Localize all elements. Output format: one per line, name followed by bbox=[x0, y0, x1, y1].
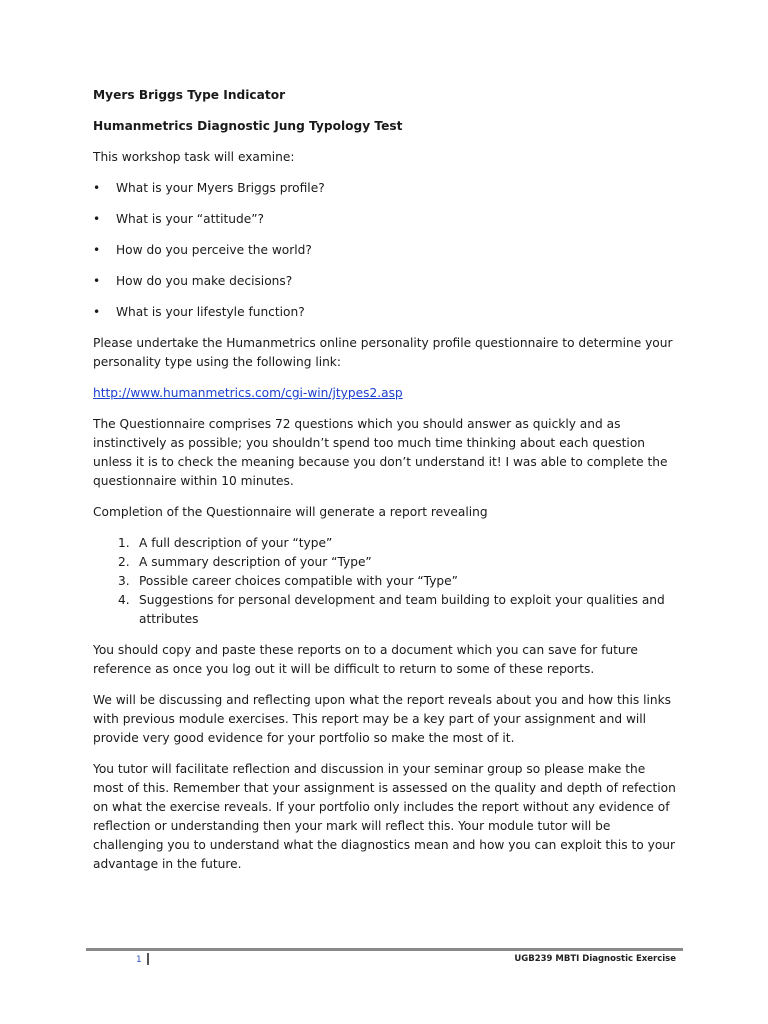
humanmetrics-link[interactable]: http://www.humanmetrics.com/cgi-win/jtypes2.asp bbox=[93, 386, 403, 400]
numbered-item bbox=[93, 534, 678, 553]
intro-text: This workshop task will examine: bbox=[93, 150, 295, 164]
discuss-paragraph: We will be discussing and reflecting upon what the report reveals about you and how this links with previous module exercises. This report may be a key part of your assignment and will provide very good evidence for your portfolio so make the most of it. bbox=[93, 693, 672, 745]
footer-separator bbox=[147, 953, 149, 965]
bullet-marker: • bbox=[93, 274, 101, 288]
bullet-text: How do you make decisions? bbox=[116, 274, 293, 288]
instruction-paragraph: Please undertake the Humanmetrics online personality profile questionnaire to determine your personality type using the following link: bbox=[93, 336, 673, 369]
bullet-text: How do you perceive the world? bbox=[116, 243, 312, 257]
bullet-item bbox=[93, 179, 678, 198]
report-intro: Completion of the Questionnaire will generate a report revealing bbox=[93, 505, 488, 519]
bullet-text: What is your “attitude”? bbox=[116, 212, 265, 226]
bullet-marker: • bbox=[93, 212, 101, 226]
item-text: A full description of your “type” bbox=[139, 536, 333, 550]
bullet-marker: • bbox=[93, 305, 101, 319]
item-number: 2. bbox=[118, 555, 130, 569]
item-number: 4. bbox=[118, 593, 130, 607]
bullet-item bbox=[93, 303, 678, 322]
item-text: A summary description of your “Type” bbox=[139, 555, 372, 569]
numbered-item bbox=[93, 553, 678, 572]
item-text: Possible career choices compatible with your “Type” bbox=[139, 574, 458, 588]
bullet-marker: • bbox=[93, 243, 101, 257]
item-text: Suggestions for personal development and team building to exploit your qualities and attributes bbox=[139, 593, 665, 626]
item-number: 3. bbox=[118, 574, 130, 588]
numbered-item bbox=[93, 591, 678, 629]
link-paragraph bbox=[93, 384, 678, 403]
bullet-marker: • bbox=[93, 181, 101, 195]
bullet-item bbox=[93, 241, 678, 260]
report-numbered-list bbox=[93, 534, 678, 629]
bullet-text: What is your Myers Briggs profile? bbox=[116, 181, 325, 195]
document-title: Myers Briggs Type Indicator bbox=[93, 88, 286, 102]
bullet-item bbox=[93, 272, 678, 291]
item-number: 1. bbox=[118, 536, 130, 550]
footer-document-title: UGB239 MBTI Diagnostic Exercise bbox=[514, 954, 676, 964]
footer-divider bbox=[86, 948, 683, 951]
copy-paragraph: You should copy and paste these reports on to a document which you can save for future reference as once you log out it will be difficult to return to some of these reports. bbox=[93, 643, 638, 676]
bullet-text: What is your lifestyle function? bbox=[116, 305, 305, 319]
bullet-item bbox=[93, 210, 678, 229]
tutor-paragraph: You tutor will facilitate reflection and discussion in your seminar group so please make the most of this. Remember that your assignment is assessed on the quality and depth of refection on what the exercise reveals. If your portfolio only includes the report without any evidence of reflection or understanding then your mark will reflect this. Your module tutor will be challenging you to understand what the diagnostics mean and how you can exploit this to your advantage in the future. bbox=[93, 762, 676, 871]
questionnaire-paragraph: The Questionnaire comprises 72 questions which you should answer as quickly and as instinctively as possible; you shouldn’t spend too much time thinking about each question unless it is to check the meaning because you don’t understand it! I was able to complete the questionnaire within 10 minutes. bbox=[93, 417, 668, 488]
numbered-item bbox=[93, 572, 678, 591]
page-number: 1 bbox=[136, 955, 142, 965]
examine-bullet-list bbox=[93, 179, 678, 322]
document-body bbox=[93, 86, 678, 886]
document-subtitle: Humanmetrics Diagnostic Jung Typology Test bbox=[93, 119, 403, 133]
